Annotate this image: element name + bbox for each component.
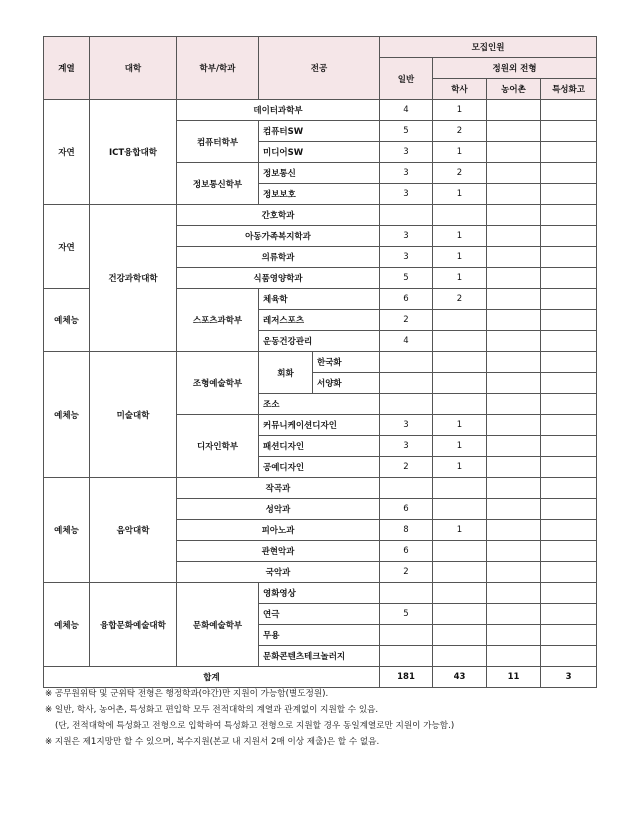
bachelor-count: 2 <box>433 289 487 310</box>
college-cell: 음악대학 <box>90 478 177 583</box>
dept-cell: 국악과 <box>177 562 380 583</box>
college-cell: 미술대학 <box>90 352 177 478</box>
general-count: 5 <box>380 268 433 289</box>
dept-cell: 피아노과 <box>177 520 380 541</box>
general-count: 3 <box>380 163 433 184</box>
dept-cell: 조형예술학부 <box>177 352 259 415</box>
dept-cell: 성악과 <box>177 499 380 520</box>
major-cell: 문화콘텐츠테크놀러지 <box>259 646 380 667</box>
dept-cell: 정보통신학부 <box>177 163 259 205</box>
general-count: 5 <box>380 121 433 142</box>
category-cell: 자연 <box>44 100 90 205</box>
college-cell: 건강과학대학 <box>90 205 177 352</box>
general-count: 4 <box>380 100 433 121</box>
general-count: 3 <box>380 142 433 163</box>
dept-cell: 의류학과 <box>177 247 380 268</box>
header-major: 전공 <box>259 37 380 100</box>
dept-cell: 관현악과 <box>177 541 380 562</box>
bachelor-count: 1 <box>433 520 487 541</box>
major-cell: 정보통신 <box>259 163 380 184</box>
major-cell: 연극 <box>259 604 380 625</box>
header-special: 정원외 전형 <box>433 58 597 79</box>
bachelor-count: 1 <box>433 100 487 121</box>
bachelor-count: 1 <box>433 226 487 247</box>
major-cell: 레저스포츠 <box>259 310 380 331</box>
footnote: ※ 지원은 제1지망만 할 수 있으며, 복수지원(본교 내 지원서 2매 이상 제출)은 할 수 없음. <box>45 737 380 747</box>
footnote: (단, 전적대학에 특성화고 전형으로 입학하여 특성화고 전형으로 지원할 경우 동일계열로만 지원이 가능함.) <box>55 721 455 731</box>
general-count: 3 <box>380 184 433 205</box>
major-cell: 공예디자인 <box>259 457 380 478</box>
total-rural: 11 <box>487 667 541 688</box>
bachelor-count: 1 <box>433 184 487 205</box>
major-cell: 조소 <box>259 394 380 415</box>
total-label: 합계 <box>44 667 380 688</box>
footnote: ※ 공무원위탁 및 군위탁 전형은 행정학과(야간)만 지원이 가능함(별도정원). <box>45 689 329 699</box>
category-cell: 자연 <box>44 205 90 289</box>
dept-cell: 작곡과 <box>177 478 380 499</box>
general-count: 3 <box>380 226 433 247</box>
bachelor-count: 1 <box>433 142 487 163</box>
sub-major-cell: 한국화 <box>313 352 380 373</box>
header-dept: 학부/학과 <box>177 37 259 100</box>
header-vocational: 특성화고 <box>541 79 597 100</box>
admissions-table <box>43 36 597 688</box>
major-cell: 운동건강관리 <box>259 331 380 352</box>
major-cell: 무용 <box>259 625 380 646</box>
general-count: 2 <box>380 562 433 583</box>
dept-cell: 아동가족복지학과 <box>177 226 380 247</box>
general-count: 4 <box>380 331 433 352</box>
bachelor-count: 1 <box>433 247 487 268</box>
footnote: ※ 일반, 학사, 농어촌, 특성화고 편입학 모두 전적대학의 계열과 관계없이 지원할 수 있음. <box>45 705 379 715</box>
header-bachelor: 학사 <box>433 79 487 100</box>
category-cell: 예체능 <box>44 583 90 667</box>
header-category: 계열 <box>44 37 90 100</box>
category-cell: 예체능 <box>44 478 90 583</box>
major-cell: 미디어SW <box>259 142 380 163</box>
general-count: 8 <box>380 520 433 541</box>
bachelor-count: 1 <box>433 415 487 436</box>
major-cell: 컴퓨터SW <box>259 121 380 142</box>
general-count: 2 <box>380 310 433 331</box>
bachelor-count: 2 <box>433 163 487 184</box>
bachelor-count: 2 <box>433 121 487 142</box>
header-college: 대학 <box>90 37 177 100</box>
footnotes <box>45 686 605 750</box>
general-count: 2 <box>380 457 433 478</box>
total-vocational: 3 <box>541 667 597 688</box>
total-bachelor: 43 <box>433 667 487 688</box>
college-cell: 융합문화예술대학 <box>90 583 177 667</box>
header-rural: 농어촌 <box>487 79 541 100</box>
dept-cell: 데이터과학부 <box>177 100 380 121</box>
category-cell: 예체능 <box>44 352 90 478</box>
major-cell: 체육학 <box>259 289 380 310</box>
college-cell: ICT융합대학 <box>90 100 177 205</box>
total-general: 181 <box>380 667 433 688</box>
header-general: 일반 <box>380 58 433 100</box>
general-count: 6 <box>380 541 433 562</box>
bachelor-count: 1 <box>433 436 487 457</box>
major-cell: 회화 <box>259 352 313 394</box>
category-cell: 예체능 <box>44 289 90 352</box>
sub-major-cell: 서양화 <box>313 373 380 394</box>
dept-cell: 문화예술학부 <box>177 583 259 667</box>
dept-cell: 식품영양학과 <box>177 268 380 289</box>
major-cell: 정보보호 <box>259 184 380 205</box>
bachelor-count: 1 <box>433 457 487 478</box>
dept-cell: 컴퓨터학부 <box>177 121 259 163</box>
major-cell: 영화영상 <box>259 583 380 604</box>
bachelor-count: 1 <box>433 268 487 289</box>
general-count: 6 <box>380 289 433 310</box>
header-recruit: 모집인원 <box>380 37 597 58</box>
dept-cell: 디자인학부 <box>177 415 259 478</box>
major-cell: 패션디자인 <box>259 436 380 457</box>
dept-cell: 간호학과 <box>177 205 380 226</box>
dept-cell: 스포츠과학부 <box>177 289 259 352</box>
general-count: 3 <box>380 247 433 268</box>
major-cell: 커뮤니케이션디자인 <box>259 415 380 436</box>
general-count: 6 <box>380 499 433 520</box>
general-count: 5 <box>380 604 433 625</box>
general-count: 3 <box>380 436 433 457</box>
general-count: 3 <box>380 415 433 436</box>
